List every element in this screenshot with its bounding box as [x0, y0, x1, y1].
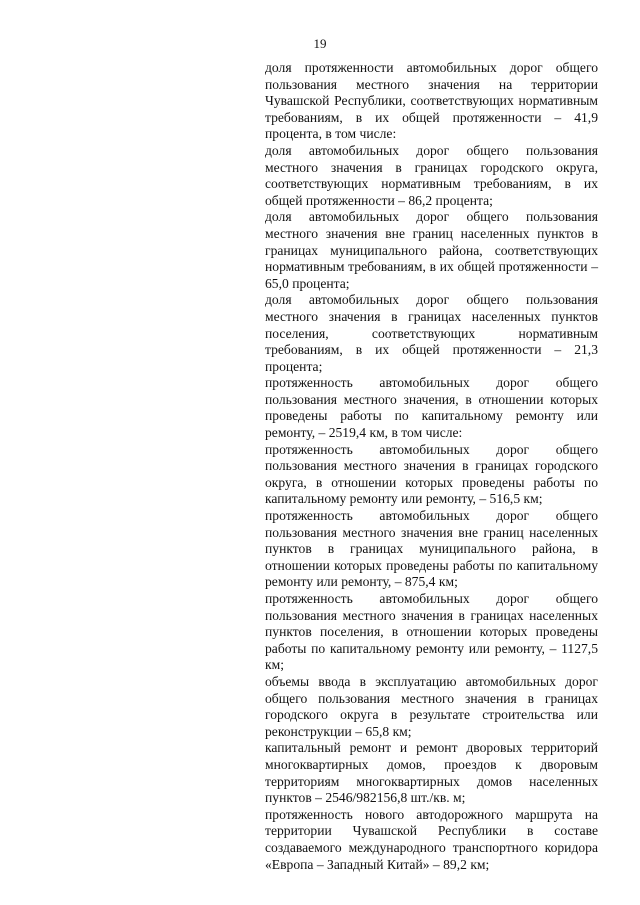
paragraph-share-roads-settlement: доля автомобильных дорог общего пользования местного значения в границах населенных пунктов поселения, соответствующих нормативным требованиям, в их общей протяженности – 21,3 процента; [265, 292, 598, 374]
paragraph-share-roads-city: доля автомобильных дорог общего пользования местного значения в границах городского округа, соответствующих нормативным требованиям, в их общей протяженности – 86,2 процента; [265, 142, 598, 208]
paragraph-courtyard-repair: капитальный ремонт и ремонт дворовых территорий многоквартирных домов, проездов к дворовым территориям многоквартирных домов населенных пунктов – 2546/982156,8 шт./кв. м; [265, 740, 598, 806]
paragraph-share-roads-district: доля автомобильных дорог общего пользования местного значения вне границ населенных пунктов в границах муниципального района, соответствующих нормативным требованиям, в их общей протяженности – 65,0 процента; [265, 209, 598, 291]
paragraph-repaired-roads-total: протяженность автомобильных дорог общего пользования местного значения, в отношении которых проведены работы по капитальному ремонту или ремонту, – 2519,4 км, в том числе: [265, 375, 598, 441]
paragraph-new-route-length: протяженность нового автодорожного маршрута на территории Чувашской Республики в составе создаваемого международного транспортного коридора «Европа – Западный Китай» – 89,2 км; [265, 806, 598, 872]
page-number: 19 [313, 36, 327, 51]
document-body [265, 60, 598, 873]
paragraph-commissioning-volume: объемы ввода в эксплуатацию автомобильных дорог общего пользования местного значения в границах городского округа в результате строительства или реконструкции – 65,8 км; [265, 673, 598, 739]
paragraph-repaired-roads-settlement: протяженность автомобильных дорог общего пользования местного значения в границах населенных пунктов поселения, в отношении которых проведены работы по капитальному ремонту или ремонту, – 1127,5 км; [265, 591, 598, 673]
paragraph-share-roads-total: доля протяженности автомобильных дорог общего пользования местного значения на территории Чувашской Республики, соответствующих нормативным требованиям, в их общей протяженности – 41,9 процента, в том числе: [265, 60, 598, 142]
paragraph-repaired-roads-district: протяженность автомобильных дорог общего пользования местного значения вне границ населенных пунктов в границах муниципального района, в отношении которых проведены работы по капитальному ремонту или ремонту, – 875,4 км; [265, 508, 598, 590]
paragraph-repaired-roads-city: протяженность автомобильных дорог общего пользования местного значения в границах городского округа, в отношении которых проведены работы по капитальному ремонту или ремонту, – 516,5 км; [265, 441, 598, 507]
